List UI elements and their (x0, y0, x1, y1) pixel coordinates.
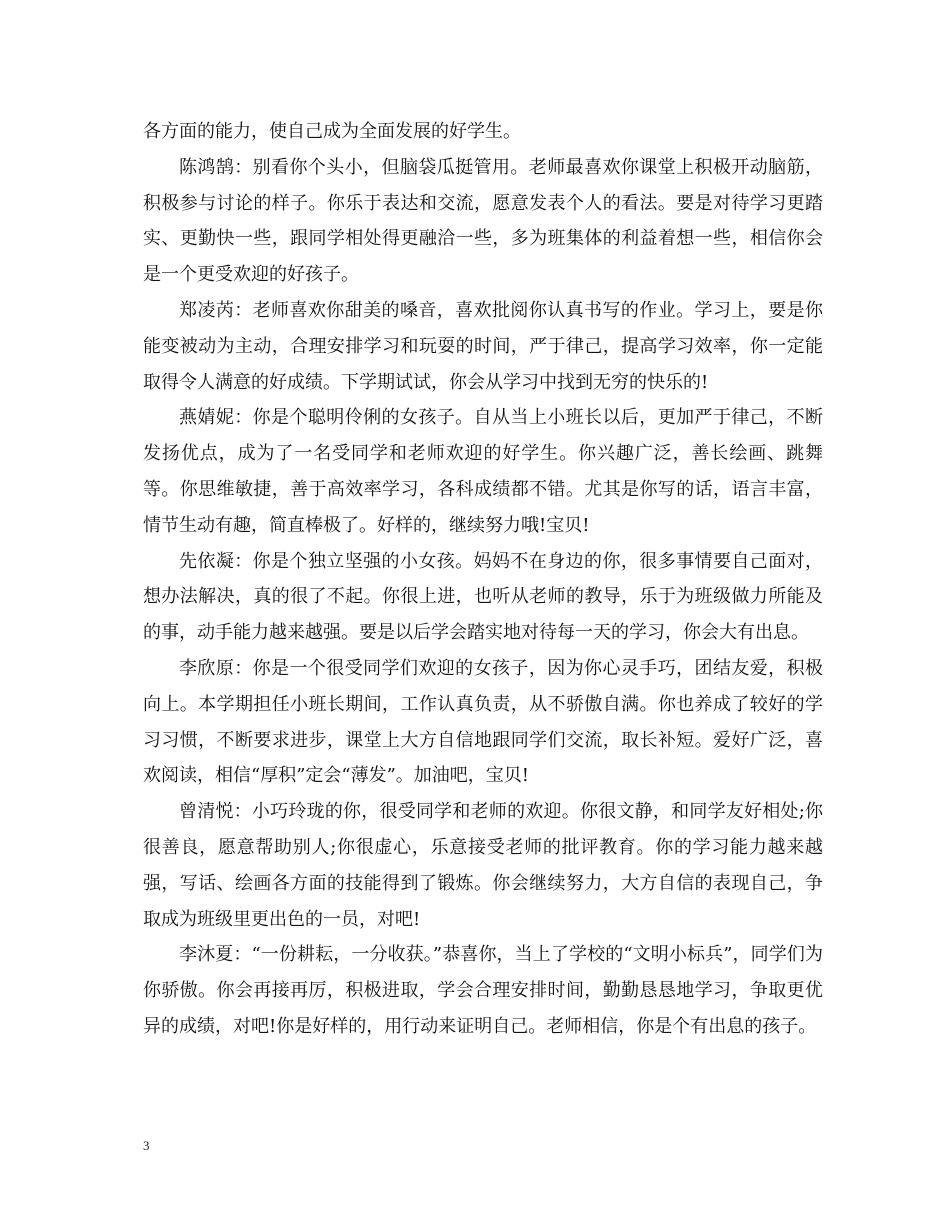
paragraph-chen-honghu: 陈鸿鹄：别看你个头小，但脑袋瓜挺管用。老师最喜欢你课堂上积极开动脑筋，积极参与讨论的样子。你乐于表达和交流，愿意发表个人的看法。要是对待学习更踏实、更勤快一些，跟同学相处得更融洽一些，多为班集体的利益着想一些，相信你会是一个更受欢迎的好孩子。 (143, 156, 823, 286)
paragraph-zheng-lingrui: 郑凌芮：老师喜欢你甜美的嗓音，喜欢批阅你认真书写的作业。学习上，要是你能变被动为主动，合理安排学习和玩耍的时间，严于律己，提高学习效率，你一定能取得令人满意的好成绩。下学期试试，你会从学习中找到无穷的快乐的! (143, 299, 823, 393)
paragraph-zeng-qingyue: 曾清悦：小巧玲珑的你，很受同学和老师的欢迎。你很文静，和同学友好相处;你很善良，愿意帮助别人;你很虚心，乐意接受老师的批评教育。你的学习能力越来越强，写话、绘画各方面的技能得到了锻炼。你会继续努力，大方自信的表现自己，争取成为班级里更出色的一员，对吧! (143, 801, 823, 930)
paragraph-yan-jingni: 燕婧妮：你是个聪明伶俐的女孩子。自从当上小班长以后，更加严于律己，不断发扬优点，成为了一名受同学和老师欢迎的好学生。你兴趣广泛，善长绘画、跳舞等。你思维敏捷，善于高效率学习，各科成绩都不错。尤其是你写的话，语言丰富，情节生动有趣，简直棒极了。好样的，继续努力哦!宝贝! (143, 407, 823, 536)
paragraph-li-xinyuan: 李欣原：你是一个很受同学们欢迎的女孩子，因为你心灵手巧，团结友爱，积极向上。本学期担任小班长期间，工作认真负责，从不骄傲自满。你也养成了较好的学习习惯，不断要求进步，课堂上大方自信地跟同学们交流，取长补短。爱好广泛，喜欢阅读，相信“厚积”定会“薄发”。加油吧，宝贝! (143, 657, 823, 787)
paragraph-continuation: 各方面的能力，使自己成为全面发展的好学生。 (143, 121, 521, 142)
paragraph-xian-yining: 先依凝：你是个独立坚强的小女孩。妈妈不在身边的你，很多事情要自己面对，想办法解决，真的很了不起。你很上进，也听从老师的教导，乐于为班级做力所能及的事，动手能力越来越强。要是以后学会踏实地对待每一天的学习，你会大有出息。 (143, 550, 823, 644)
document-body (143, 114, 823, 1045)
paragraph-li-muxia: 李沐夏：“一份耕耘，一分收获。”恭喜你，当上了学校的“文明小标兵”，同学们为你骄傲。你会再接再厉，积极进取，学会合理安排时间，勤勤恳恳地学习，争取更优异的成绩，对吧!你是好样的，用行动来证明自己。老师相信，你是个有出息的孩子。 (143, 944, 823, 1037)
page-number: 3 (143, 1138, 150, 1153)
